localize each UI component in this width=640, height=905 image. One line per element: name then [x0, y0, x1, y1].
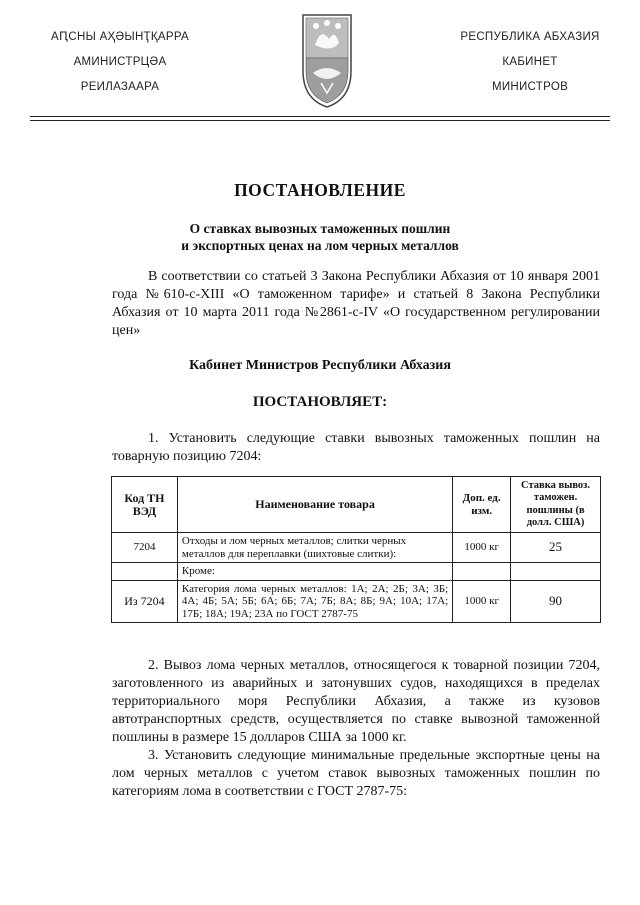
point-2: 2. Вывоз лома черных металлов, относящегося к товарной позиции 7204, заготовленного из аварийных и затонувших судов, находящихся в пределах территориального моря Республики Абхазия, а также из кузовов автотранспортных средств, осуществляется по ставке вывозной таможенной пошлины в размере 15 долларов США за 1000 кг. [112, 658, 600, 745]
decree-heading: ПОСТАНОВЛЯЕТ: [252, 394, 388, 410]
issuing-body: Кабинет Министров Республики Абхазия [189, 358, 451, 373]
header-left-line-1: АԤСНЫ АҲӘЫНҬҚАРРА [51, 31, 189, 43]
point-3: 3. Установить следующие минимальные предельные экспортные цены на лом черных металлов с учетом ставок вывозных таможенных пошлин по категориям лома в соответствии с ГОСТ 2787-75: [112, 748, 600, 799]
row-rate [511, 563, 601, 581]
header-right-line-2: КАБИНЕТ [502, 56, 558, 68]
table-header-row [112, 477, 601, 533]
header-right [445, 30, 615, 105]
intro-paragraph: В соответствии со статьей 3 Закона Республики Абхазия от 10 января 2001 года №610-с-XIII «О таможенном тарифе» и статьей 8 Закона Республики Абхазия от 10 марта 2011 года №2861-с-IV «О государственном регулировании цен» [112, 269, 600, 338]
point-1: 1. Установить следующие ставки вывозных таможенных пошлин на товарную позицию 7204: [112, 431, 600, 464]
state-emblem-icon [301, 13, 353, 109]
header-left-line-2: АМИНИСТРЦӘА [73, 56, 167, 68]
table-row [112, 533, 601, 563]
header-rate: Ставка вывоз. таможен. пошлины (в долл. США) [511, 477, 601, 533]
header-divider-thick [30, 116, 610, 117]
row-rate: 90 [511, 580, 601, 623]
header-right-line-3: МИНИСТРОВ [491, 81, 569, 93]
duty-table [111, 476, 601, 623]
row-rate: 25 [511, 533, 601, 563]
row-code: 7204 [112, 533, 178, 563]
row-code [112, 563, 178, 581]
row-name: Кроме: [177, 563, 452, 581]
table-row [112, 580, 601, 623]
subtitle-line-1: О ставках вывозных таможенных пошлин [189, 221, 451, 236]
header-name: Наименование товара [177, 477, 452, 533]
header-right-line-1: РЕСПУБЛИКА АБХАЗИЯ [460, 31, 600, 43]
header-unit: Доп. ед. изм. [453, 477, 511, 533]
header-divider-thin [30, 120, 610, 121]
row-name: Категория лома черных металлов: 1А; 2А; 2Б; 3А; 3Б; 4А; 4Б; 5А; 5Б; 6А; 6Б; 7А; 7Б; 8А; 8Б; 9А; 10А; 17А; 17Б; 18А; 19А; 23А по ГОСТ 2787-75 [177, 580, 452, 623]
document-title: ПОСТАНОВЛЕНИЕ [234, 180, 406, 200]
header-code: Код ТН ВЭД [112, 477, 178, 533]
table-row [112, 563, 601, 581]
row-unit: 1000 кг [453, 533, 511, 563]
row-code: Из 7204 [112, 580, 178, 623]
row-name: Отходы и лом черных металлов; слитки черных металлов для переплавки (шихтовые слитки): [177, 533, 452, 563]
header-left-line-3: РЕИЛАЗААРА [80, 81, 160, 93]
row-unit: 1000 кг [453, 580, 511, 623]
header-left [40, 30, 200, 105]
subtitle-line-2: и экспортных ценах на лом черных металлов [181, 238, 459, 253]
document-subtitle [0, 220, 640, 254]
row-unit [453, 563, 511, 581]
